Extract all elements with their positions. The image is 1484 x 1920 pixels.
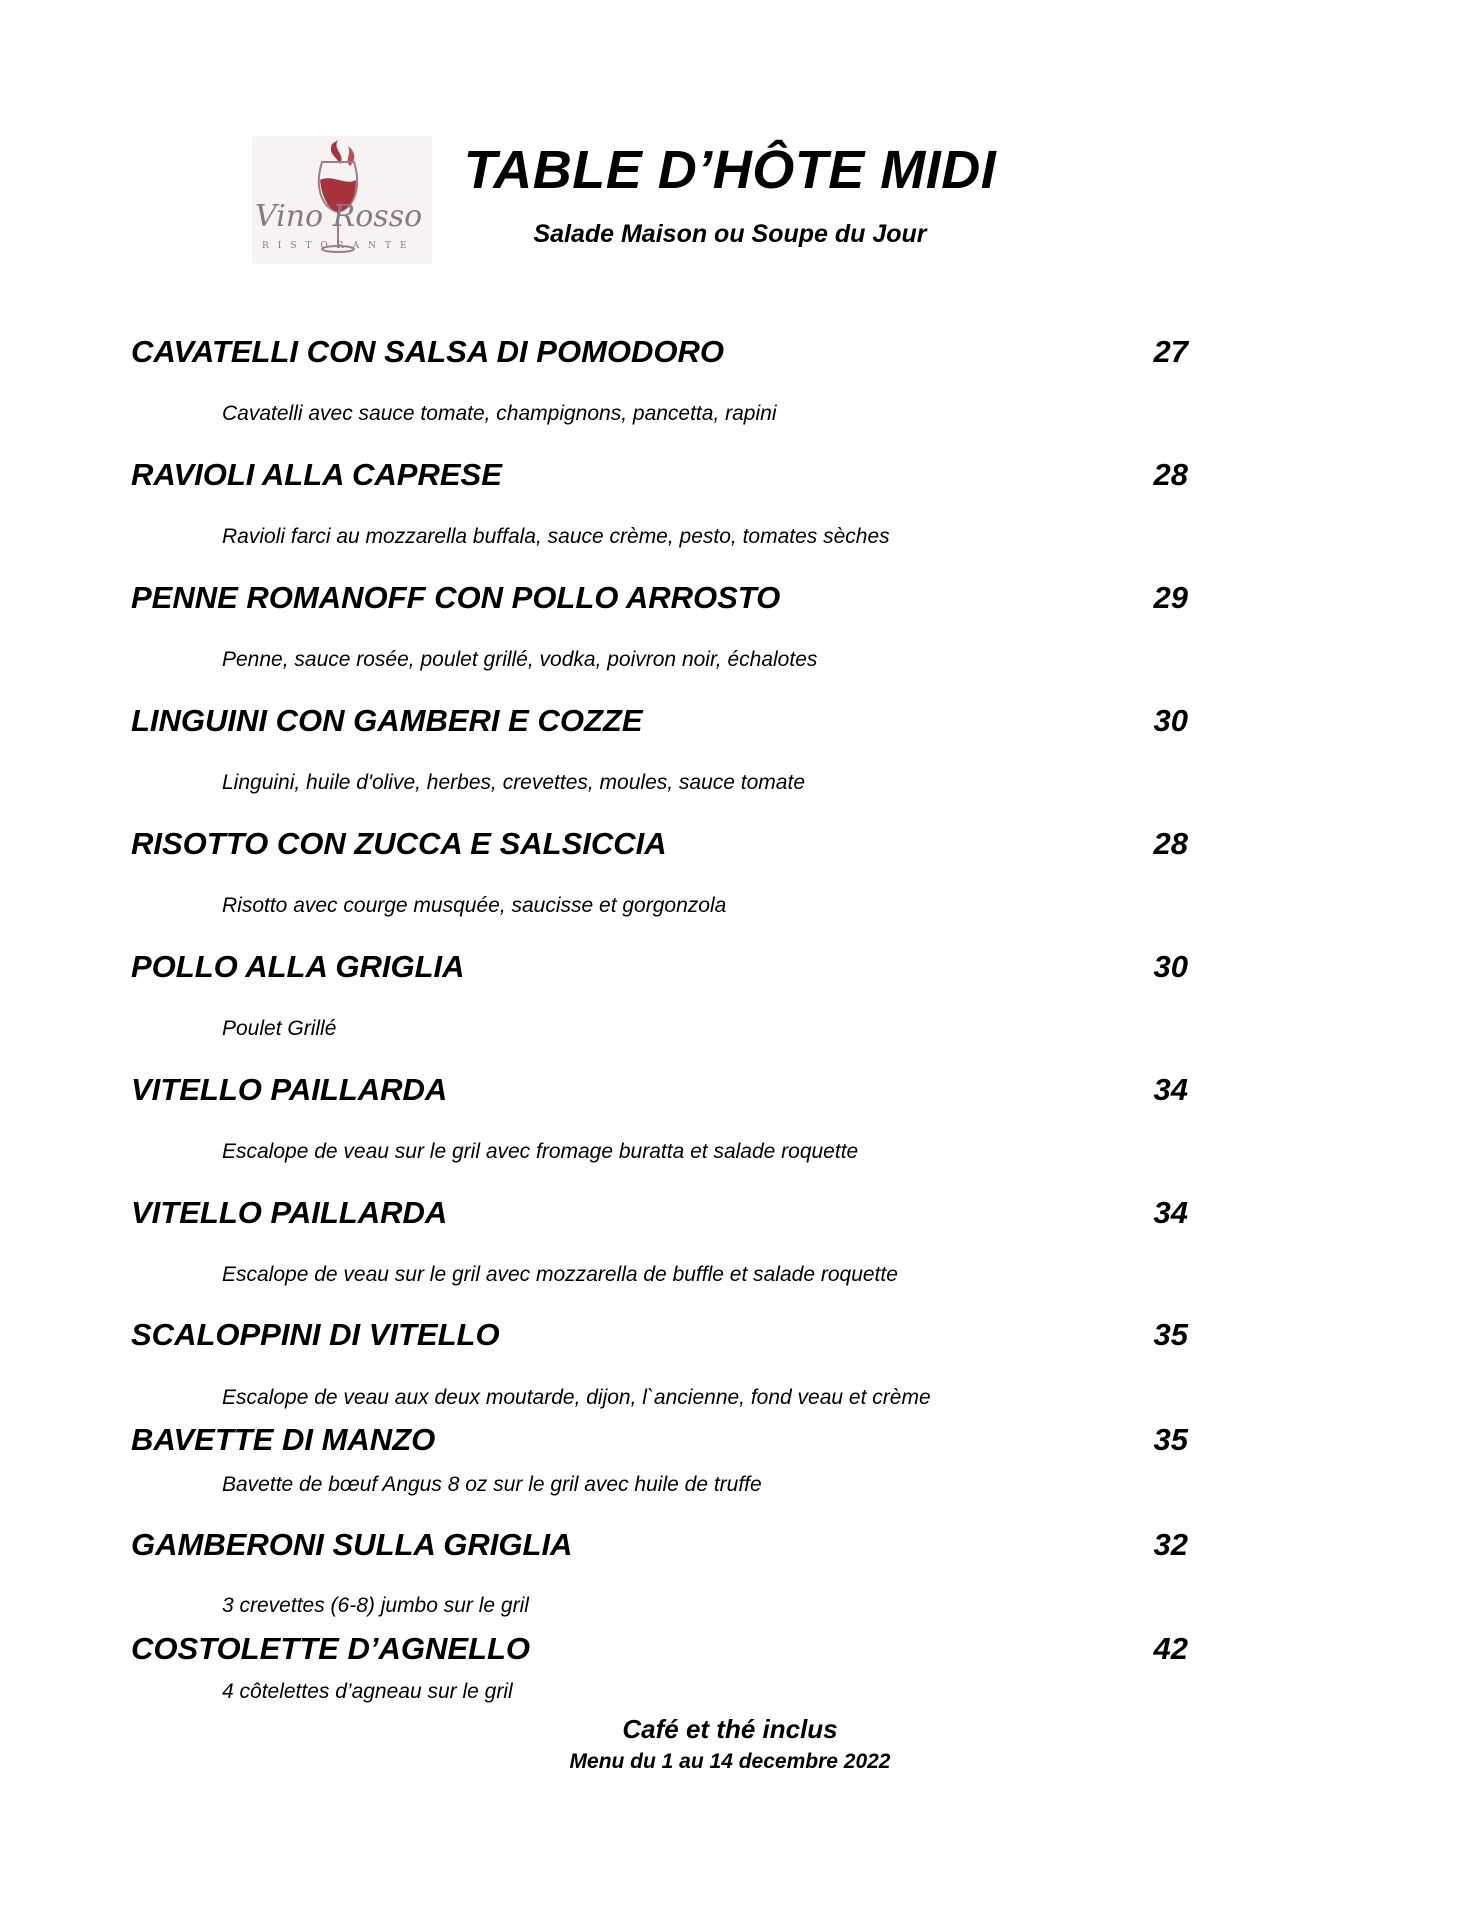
dish-name: POLLO ALLA GRIGLIA bbox=[131, 949, 465, 984]
page-title: TABLE D’HÔTE MIDI bbox=[463, 140, 997, 200]
dish-description: 3 crevettes (6-8) jumbo sur le gril bbox=[222, 1594, 529, 1617]
dish-description: Bavette de bœuf Angus 8 oz sur le gril avec huile de truffe bbox=[222, 1473, 762, 1496]
dish-description: Escalope de veau aux deux moutarde, dijon, l`ancienne, fond veau et crème bbox=[222, 1386, 931, 1409]
dish-name: LINGUINI CON GAMBERI E COZZE bbox=[131, 703, 643, 738]
footer-included-note: Café et thé inclus bbox=[622, 1714, 838, 1744]
footer-menu-dates: Menu du 1 au 14 decembre 2022 bbox=[569, 1750, 891, 1773]
dish-description: Penne, sauce rosée, poulet grillé, vodka, poivron noir, échalotes bbox=[222, 648, 818, 671]
page-subtitle: Salade Maison ou Soupe du Jour bbox=[533, 220, 927, 248]
dish-description: 4 côtelettes d’agneau sur le gril bbox=[222, 1680, 513, 1703]
dish-price: 29 bbox=[1153, 580, 1188, 615]
dish-name: PENNE ROMANOFF CON POLLO ARROSTO bbox=[131, 580, 781, 615]
dish-name: GAMBERONI SULLA GRIGLIA bbox=[131, 1527, 573, 1562]
dish-name: BAVETTE DI MANZO bbox=[131, 1422, 436, 1457]
dish-price: 28 bbox=[1153, 826, 1188, 861]
dish-price: 34 bbox=[1153, 1072, 1188, 1107]
dish-description: Escalope de veau sur le gril avec fromage buratta et salade roquette bbox=[222, 1140, 859, 1163]
logo-subtext: RISTORANTE bbox=[262, 241, 416, 251]
dish-price: 32 bbox=[1153, 1527, 1188, 1562]
dish-price: 42 bbox=[1153, 1631, 1188, 1666]
dish-description: Risotto avec courge musquée, saucisse et gorgonzola bbox=[222, 894, 727, 917]
dish-price: 27 bbox=[1153, 334, 1188, 369]
dish-price: 30 bbox=[1153, 703, 1188, 738]
dish-price: 35 bbox=[1153, 1422, 1188, 1457]
dish-price: 30 bbox=[1153, 949, 1188, 984]
dish-description: Cavatelli avec sauce tomate, champignons, pancetta, rapini bbox=[222, 402, 777, 425]
dish-price: 28 bbox=[1153, 457, 1188, 492]
dish-name: RAVIOLI ALLA CAPRESE bbox=[131, 457, 502, 492]
dish-description: Escalope de veau sur le gril avec mozzarella de buffle et salade roquette bbox=[222, 1263, 898, 1286]
dish-description: Ravioli farci au mozzarella buffala, sauce crème, pesto, tomates sèches bbox=[222, 525, 890, 548]
logo-script-text: Vino Rosso bbox=[255, 199, 423, 234]
dish-name: VITELLO PAILLARDA bbox=[131, 1072, 448, 1107]
dish-price: 34 bbox=[1153, 1195, 1188, 1230]
dish-name: COSTOLETTE D’AGNELLO bbox=[131, 1631, 530, 1666]
dish-description: Linguini, huile d'olive, herbes, crevettes, moules, sauce tomate bbox=[222, 771, 805, 794]
dish-name: SCALOPPINI DI VITELLO bbox=[131, 1317, 500, 1352]
dish-name: VITELLO PAILLARDA bbox=[131, 1195, 448, 1230]
dish-description: Poulet Grillé bbox=[222, 1017, 337, 1040]
dish-name: CAVATELLI CON SALSA DI POMODORO bbox=[131, 334, 725, 369]
dish-name: RISOTTO CON ZUCCA E SALSICCIA bbox=[131, 826, 667, 861]
dish-price: 35 bbox=[1153, 1317, 1188, 1352]
